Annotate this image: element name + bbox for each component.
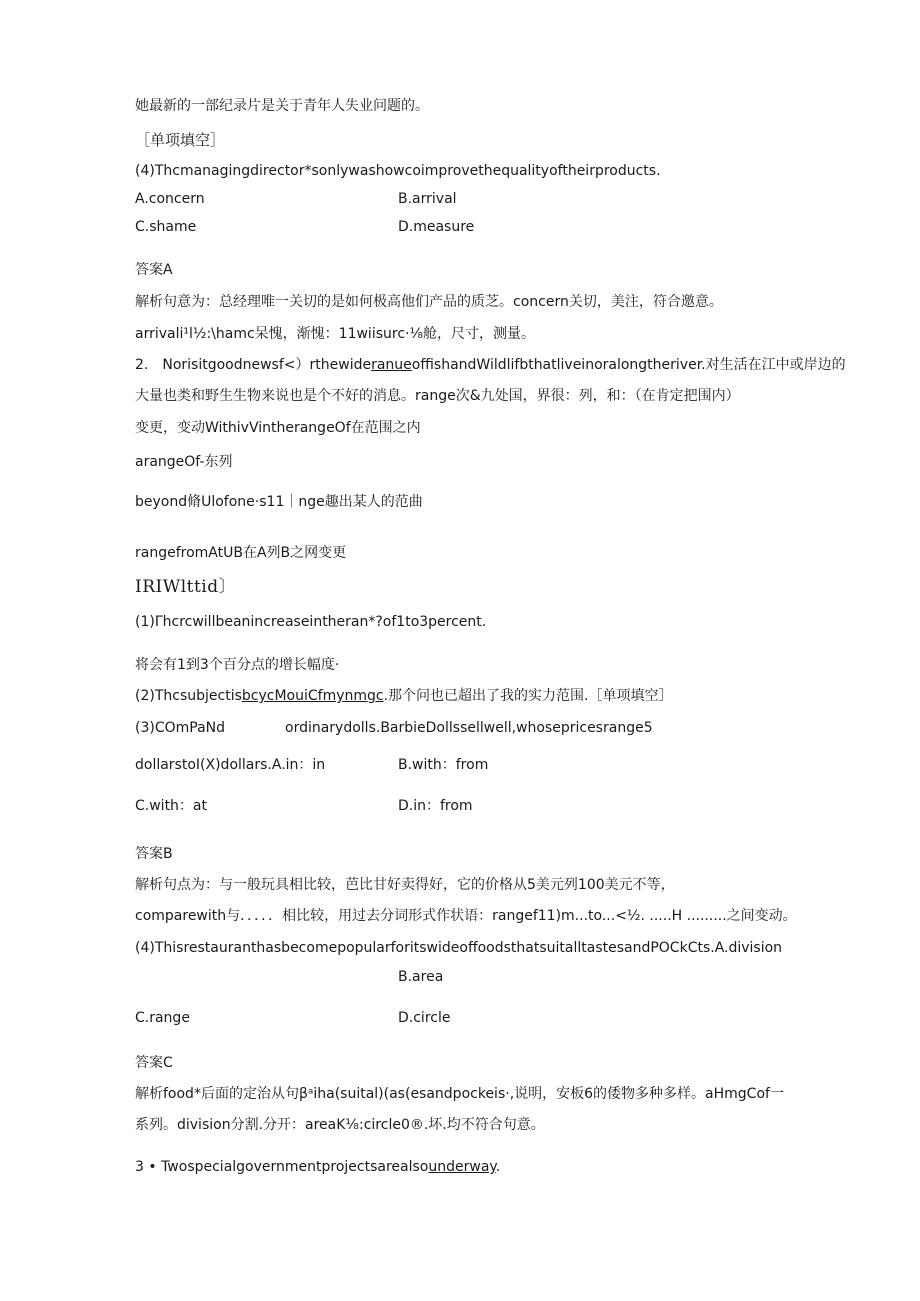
question-4: (4)Thcmanagingdirector*sonlywashowcoimprovethequalityoftheirproducts. <box>135 163 661 179</box>
answer-label: 答案C <box>135 1055 173 1071</box>
explanation: 系列。division分割.分开：areaK⅛:circle0®.坏.均不符合句意。 <box>135 1117 545 1133</box>
phrase-3: rangefromAtUB在A列B之网变更 <box>135 545 347 561</box>
text-line: 大量也类和野生生物来说也是个不好的消息。range次&九处国，界很：列，和：（在肯定把围内） <box>135 388 740 404</box>
explanation: 解析food*后面的定治从句βᵃiha(suital)(as(esandpockeis·,说明，安板6的倭物多种多样。aHmgCof一 <box>135 1086 784 1102</box>
option-d: D.measure <box>398 219 475 235</box>
section-tag: ［单项填空］ <box>135 131 226 149</box>
sentence-2-post: offishandWildlifbthatliveinoralongtheriver.对生活在江中或岸边的 <box>411 357 846 373</box>
option-b: B.arrival <box>398 191 457 207</box>
sentence-2 <box>135 355 846 375</box>
option-a: A.concern <box>135 191 205 207</box>
phrase-2: beyond脩Ulofone·s11｜nge趣出某人的范曲 <box>135 494 423 510</box>
explanation: comparewith与．．．．．相比较，用过去分词形式作状语：rangef11)m...to...<½. .....H .........之间变动。 <box>135 908 797 924</box>
sentence-3-post: . <box>495 1159 501 1175</box>
question-3-start: (3)COmPaNd <box>135 720 226 736</box>
question-3-option-a: dollarstoI(X)dollars.A.in：in <box>135 757 326 773</box>
explanation: 解析句意为：总经理唯一关切的是如何极高他们产品的质芝。concern关切，美注，符合邀意。 <box>135 294 723 310</box>
explanation: arrivali¹l½:\hamc呆愧，渐愧：11wiisurc·⅛舱，尺寸，测量。 <box>135 326 536 342</box>
example-2-pre: (2)Thcsubjectis <box>135 688 242 704</box>
option-c: C.with：at <box>135 798 207 814</box>
phrase-1: arangeOf-东列 <box>135 454 233 470</box>
option-d: D.in：from <box>398 798 473 814</box>
sentence-3-underlined: underway <box>428 1159 496 1175</box>
example-1-translation: 将会有1到3个百分点的增长幅度· <box>135 657 340 673</box>
sentence-3-pre: 3 • Twospecialgovernmentprojectsarealso <box>135 1159 429 1175</box>
sentence-3 <box>135 1157 500 1177</box>
example-2-post: .那个问也已超出了我的实力范围.［单项填空］ <box>383 688 673 704</box>
example-2 <box>135 686 673 706</box>
example-2-underlined: bcycMouiCfmynmgc <box>241 688 384 704</box>
option-b: B.area <box>398 969 444 985</box>
question-3-text: ordinarydolls.BarbieDollssellwell,whosepricesrange5 <box>285 720 653 736</box>
sentence-2-pre: 2. Norisitgoodnewsf<）rthewide <box>135 357 372 373</box>
text-line: 她最新的一部纪录片是关于青年人失业问题的。 <box>135 98 429 114</box>
sentence-2-underlined: ranue <box>371 357 412 373</box>
answer-label: 答案A <box>135 262 173 278</box>
option-b: B.with：from <box>398 757 489 773</box>
section-heading: IRIWlttid〕 <box>135 577 237 597</box>
explanation: 解析句点为：与一般玩具相比较，芭比甘好卖得好，它的价格从5美元列100美元不等， <box>135 877 675 893</box>
question-4b: (4)ThisrestauranthasbecomepopularforitswideoffoodsthatsuitalltastesandPOCkCts.A.division <box>135 940 783 956</box>
answer-label: 答案B <box>135 846 173 862</box>
option-c: C.range <box>135 1010 190 1026</box>
option-c: C.shame <box>135 219 197 235</box>
example-1: (1)Γhcrcwillbeanincreaseintheran*?of1to3percent. <box>135 614 487 630</box>
option-d: D.circle <box>398 1010 451 1026</box>
text-line: 变更，变动WithivVintherangeOf在范围之内 <box>135 420 421 436</box>
